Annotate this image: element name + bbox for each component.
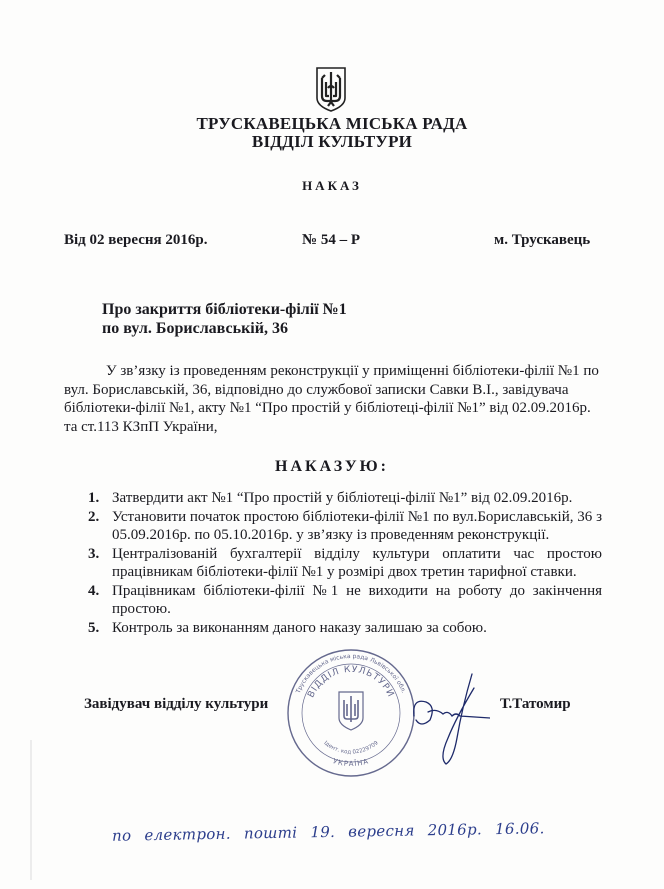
order-subject — [102, 300, 347, 338]
item-text: Централізованій бухгалтерії відділу культури оплатити час простою працівникам бібліотеки-філії №1 у розмірі двох третин тарифної ставки. — [112, 545, 602, 580]
item-number: 2. — [88, 508, 100, 525]
order-item — [88, 508, 602, 545]
item-text: Установити початок простою бібліотеки-філії №1 по вул.Бориславській, 36 з 05.09.2016р. по 05.10.2016р. у зв’язку із проведенням реконструкції. — [112, 508, 602, 543]
department-name: ВІДДІЛ КУЛЬТУРИ — [251, 132, 413, 151]
order-number: № 54 – Р — [302, 232, 360, 248]
organization-name: ТРУСКАВЕЦЬКА МІСЬКА РАДА — [196, 114, 468, 133]
subject-line-1: Про закриття бібліотеки-філії №1 — [102, 301, 347, 318]
preamble-text: У зв’язку із проведенням реконструкції у приміщенні бібліотеки-філії №1 по вул. Бориславській, 36, відповідно до службової записки Савки В.І., завідувача бібліотеки-філії №1, акту №1 “Про простій у бібліотеці-філії №1” від 02.09.2016р. та ст.113 КЗпП України, — [64, 363, 599, 435]
item-text: Контроль за виконанням даного наказу залишаю за собою. — [112, 619, 487, 636]
order-item — [88, 619, 602, 638]
item-text: Затвердити акт №1 “Про простій у бібліотеці-філії №1” від 02.09.2016р. — [112, 490, 573, 506]
stamp-outer-text: Трускавецька міська рада Львівської обл. — [294, 652, 408, 695]
item-text: Працівникам бібліотеки-філії №1 не виходити на роботу до закінчення простою. — [112, 582, 602, 617]
order-item — [88, 545, 602, 582]
handwritten-annotation: по електрон. пошті 19. вересня 2016р. 16.06. — [111, 819, 545, 845]
signatory-name: Т.Татомир — [500, 696, 571, 712]
order-item — [88, 582, 602, 619]
order-items-list — [88, 489, 602, 637]
preamble-paragraph — [64, 362, 604, 436]
signatory-role: Завідувач відділу культури — [84, 696, 269, 712]
handwritten-signature — [410, 668, 490, 768]
stamp-main-text: ВІДДІЛ КУЛЬТУРИ — [306, 664, 396, 700]
item-number: 5. — [88, 619, 100, 636]
stamp-code-text: Ідент. код 02229709 — [322, 740, 380, 756]
item-number: 3. — [88, 545, 100, 562]
stamp-country-text: УКРАЇНА — [332, 757, 370, 769]
order-city: м. Трускавець — [494, 232, 591, 248]
item-number: 1. — [88, 490, 100, 506]
document-type: НАКАЗ — [302, 178, 362, 193]
order-heading: НАКАЗУЮ: — [275, 458, 389, 475]
subject-line-2: по вул. Бориславській, 36 — [102, 320, 288, 337]
order-item — [88, 489, 602, 508]
trident-coat-of-arms-icon — [315, 66, 347, 112]
scan-bleed-through-line — [30, 740, 32, 880]
stamp-trident-icon — [339, 692, 363, 730]
official-stamp — [286, 648, 416, 778]
order-date: Від 02 вересня 2016р. — [64, 232, 208, 248]
item-number: 4. — [88, 582, 100, 599]
